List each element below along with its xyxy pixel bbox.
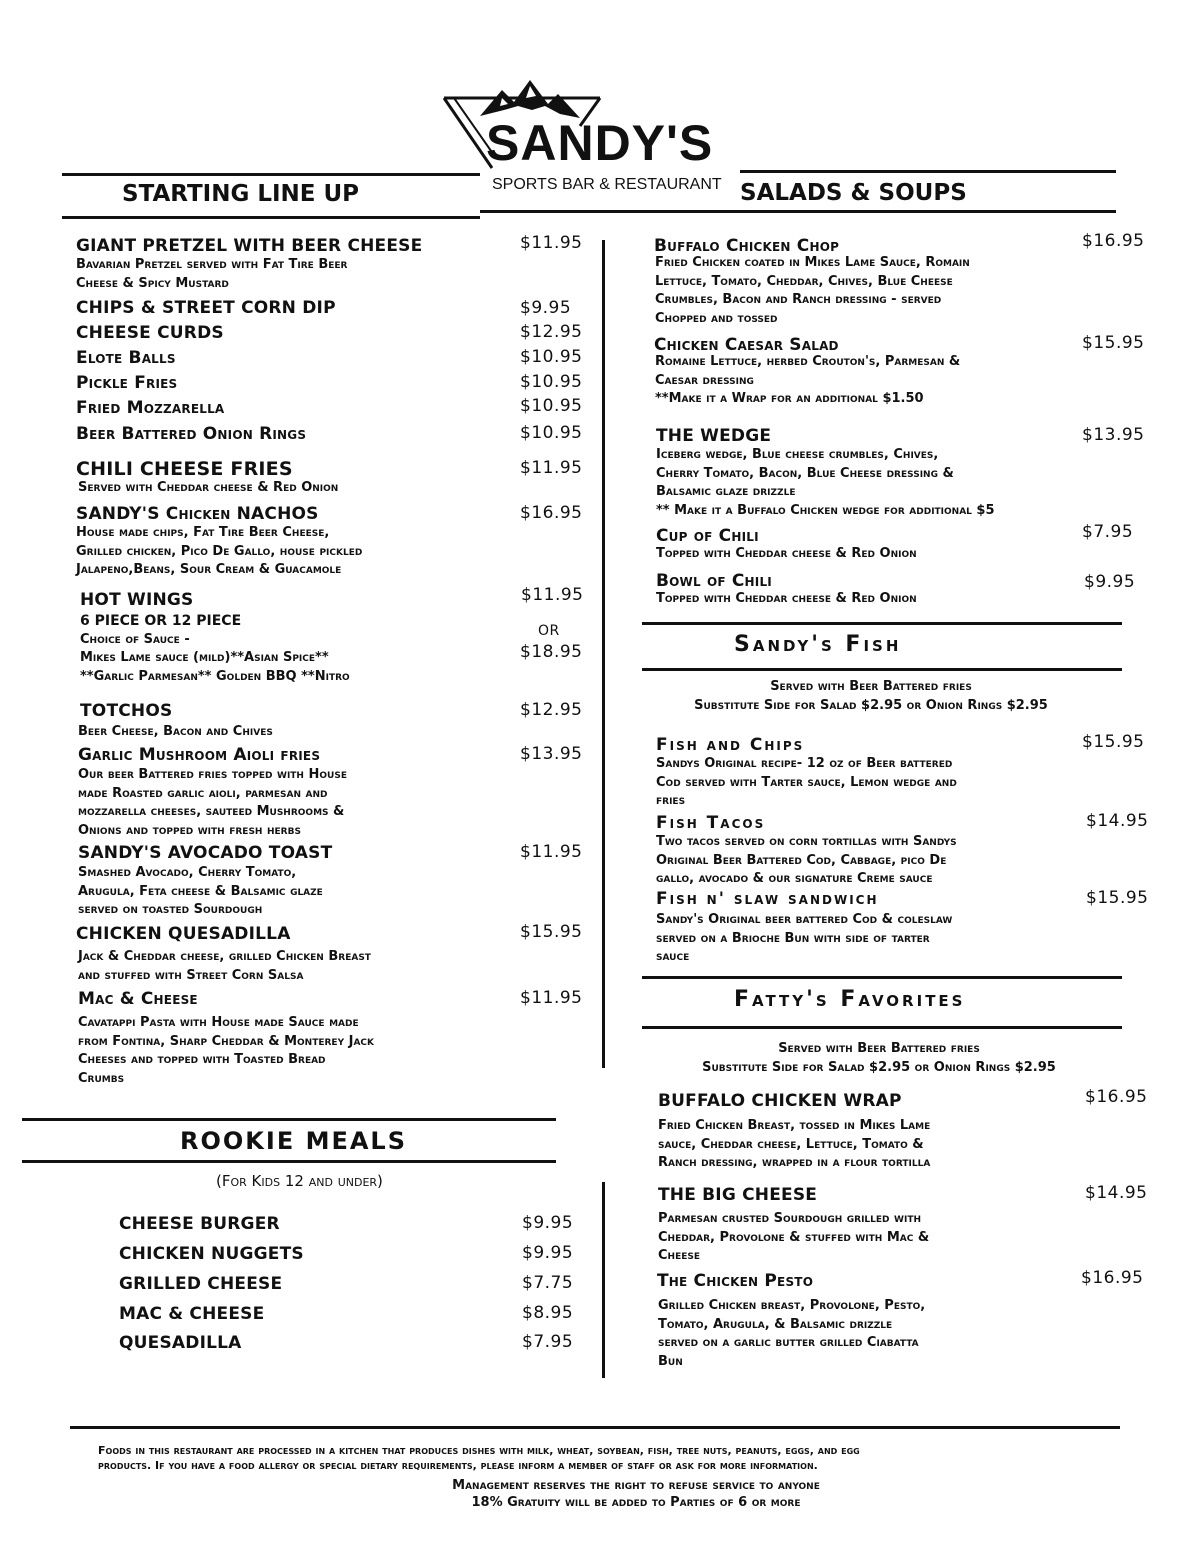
kids-item-name: CHEESE BURGER — [119, 1214, 280, 1234]
starting-title: STARTING LINE UP — [122, 181, 360, 207]
kids-item-name: QUESADILLA — [119, 1333, 242, 1353]
item-price: $10.95 — [520, 396, 583, 416]
item-desc: Iceberg wedge, Blue cheese crumbles, Chives, Cherry Tomato, Bacon, Blue Cheese dressing & Balsamic glaze drizzle ** Make it a Buffalo Chicken wedge for additional $5 — [656, 447, 995, 518]
item-price: $12.95 — [520, 700, 583, 720]
item-desc: Romaine Lettuce, herbed Crouton's, Parmesan & Caesar dressing **Make it a Wrap for an additional $1.50 — [655, 354, 961, 406]
item-desc: Fried Chicken coated in Mikes Lame Sauce, Romain Lettuce, Tomato, Cheddar, Chives, Blue Cheese Crumbles, Bacon and Ranch dressing - served Chopped and tossed — [655, 255, 970, 326]
fatty-rule-bottom — [642, 1026, 1122, 1029]
item-name: The Chicken Pesto — [657, 1271, 814, 1291]
item-price: $15.95 — [520, 922, 583, 942]
item-name: Fish and Chips — [656, 735, 805, 755]
item-price: $15.95 — [1082, 732, 1145, 752]
rookie-subtitle: (For Kids 12 and under) — [216, 1172, 383, 1190]
item-name: Garlic Mushroom Aioli fries — [78, 745, 321, 765]
item-desc: Parmesan crusted Sourdough grilled with Cheddar, Provolone & stuffed with Mac & Cheese — [658, 1211, 930, 1263]
item-price: $16.95 — [520, 503, 583, 523]
fish-rule-top — [642, 622, 1122, 625]
item-desc: House made chips, Fat Tire Beer Cheese, Grilled chicken, Pico De Gallo, house pickled Jalapeno,Beans, Sour Cream & Guacamole — [76, 525, 363, 577]
item-desc: Grilled Chicken breast, Provolone, Pesto, Tomato, Arugula, & Balsamic drizzle served on a garlic butter grilled Ciabatta Bun — [658, 1298, 926, 1369]
item-name: Bowl of Chili — [656, 571, 772, 591]
item-name: THE BIG CHEESE — [658, 1185, 818, 1205]
item-name: TOTCHOS — [80, 701, 173, 721]
item-price: $7.95 — [1082, 522, 1134, 542]
item-desc: Jack & Cheddar cheese, grilled Chicken Breast and stuffed with Street Corn Salsa — [78, 949, 371, 983]
item-desc: Smashed Avocado, Cherry Tomato, Arugula, Feta cheese & Balsamic glaze served on toasted Sourdough — [78, 865, 323, 917]
item-price: $16.95 — [1081, 1268, 1144, 1288]
fatty-title: Fatty's Favorites — [734, 987, 966, 1012]
allergy-notice: Foods in this restaurant are processed in a kitchen that produces dishes with milk, wheat, soybean, fish, tree nuts, peanuts, eggs, and egg products. If you have a food allergy or special dietary requirements, please inform a member of staff or ask for more information. — [98, 1444, 860, 1472]
footer-rule — [70, 1426, 1120, 1429]
item-name: Fish n' slaw sandwich — [656, 889, 879, 909]
kids-item-price: $7.95 — [522, 1332, 574, 1352]
item-price: $9.95 — [1084, 572, 1136, 592]
item-price: $11.95 — [521, 585, 584, 605]
top-left-rule-bottom — [62, 216, 480, 219]
item-name: HOT WINGS — [80, 590, 194, 610]
item-price: $11.95 — [520, 458, 583, 478]
item-price: $13.95 — [1082, 425, 1145, 445]
kids-item-name: CHICKEN NUGGETS — [119, 1244, 304, 1264]
item-name: CHICKEN QUESADILLA — [76, 924, 291, 944]
rookie-divider — [602, 1182, 605, 1378]
rookie-rule-top — [22, 1118, 556, 1121]
kids-item-name: MAC & CHEESE — [119, 1304, 265, 1324]
item-price: $10.95 — [520, 347, 583, 367]
item-price-or: OR — [538, 623, 560, 639]
item-desc: Sandys Original recipe- 12 oz of Beer battered Cod served with Tarter sauce, Lemon wedge and fries — [656, 756, 957, 808]
item-price: $15.95 — [1082, 333, 1145, 353]
item-price: $11.95 — [520, 233, 583, 253]
item-price: $10.95 — [520, 423, 583, 443]
item-price: $16.95 — [1085, 1087, 1148, 1107]
item-desc: Fried Chicken Breast, tossed in Mikes Lame sauce, Cheddar cheese, Lettuce, Tomato & Ranch dressing, wrapped in a flour tortilla — [658, 1118, 931, 1170]
kids-item-price: $9.95 — [522, 1243, 574, 1263]
fatty-rule-top — [642, 976, 1122, 979]
top-right-rule-bottom — [480, 210, 1116, 213]
item-price: $15.95 — [1086, 888, 1149, 908]
item-desc: Two tacos served on corn tortillas with Sandys Original Beer Battered Cod, Cabbage, pico De gallo, avocado & our signature Creme sauce — [656, 834, 957, 886]
item-desc: Sandy's Original beer battered Cod & coleslaw served on a Brioche Bun with side of tarter sauce — [656, 912, 953, 964]
kids-item-name: GRILLED CHEESE — [119, 1274, 283, 1294]
item-price: $11.95 — [520, 988, 583, 1008]
item-name: CHILI CHEESE FRIES — [76, 458, 293, 480]
item-name: Fried Mozzarella — [76, 398, 225, 418]
policy-notice: Management reserves the right to refuse service to anyone 18% Gratuity will be added to Parties of 6 or more — [452, 1478, 820, 1510]
salads-title: SALADS & SOUPS — [740, 180, 967, 206]
fish-note: Served with Beer Battered fries Substitute Side for Salad $2.95 or Onion Rings $2.95 — [694, 679, 1048, 713]
kids-item-price: $9.95 — [522, 1213, 574, 1233]
item-name: Chicken Caesar Salad — [654, 335, 839, 355]
kids-item-price: $8.95 — [522, 1303, 574, 1323]
item-price: $16.95 — [1082, 231, 1145, 251]
fish-title: Sandy's Fish — [734, 632, 902, 657]
item-name: Beer Battered Onion Rings — [76, 424, 307, 444]
kids-item-price: $7.75 — [522, 1273, 574, 1293]
top-right-rule — [740, 170, 1116, 173]
item-desc: Beer Cheese, Bacon and Chives — [78, 724, 273, 739]
item-price: $13.95 — [520, 744, 583, 764]
item-desc: Served with Cheddar cheese & Red Onion — [78, 480, 339, 495]
item-desc: Topped with Cheddar cheese & Red Onion — [656, 591, 917, 606]
item-price-alt: $18.95 — [520, 642, 583, 662]
item-price: $14.95 — [1085, 1183, 1148, 1203]
item-name: SANDY'S AVOCADO TOAST — [78, 843, 333, 863]
item-price: $11.95 — [520, 842, 583, 862]
item-name: Mac & Cheese — [78, 989, 198, 1009]
fish-rule-bottom — [642, 668, 1122, 671]
rookie-title: ROOKIE MEALS — [180, 1127, 407, 1155]
logo-tagline: SPORTS BAR & RESTAURANT — [492, 176, 722, 193]
item-desc: Topped with Cheddar cheese & Red Onion — [656, 546, 917, 561]
item-name: Buffalo Chicken Chop — [654, 236, 840, 256]
item-price: $10.95 — [520, 372, 583, 392]
item-desc: Bavarian Pretzel served with Fat Tire Beer Cheese & Spicy Mustard — [76, 257, 348, 291]
item-name: CHEESE CURDS — [76, 323, 224, 343]
item-desc: Our beer Battered fries topped with House made Roasted garlic aioli, parmesan and mozzarella cheeses, sauteed Mushrooms & Onions and topped with fresh herbs — [78, 767, 347, 838]
item-price: $9.95 — [520, 298, 572, 318]
item-desc: Cavatappi Pasta with House made Sauce made from Fontina, Sharp Cheddar & Monterey Jack Cheeses and topped with Toasted Bread Crumbs — [78, 1015, 374, 1086]
item-name: Fish Tacos — [656, 813, 766, 833]
item-price: $12.95 — [520, 322, 583, 342]
item-name: THE WEDGE — [656, 426, 772, 446]
column-divider — [602, 240, 605, 1068]
item-name: Cup of Chili — [656, 526, 759, 546]
item-price: $14.95 — [1086, 811, 1149, 831]
fatty-note: Served with Beer Battered fries Substitute Side for Salad $2.95 or Onion Rings $2.95 — [702, 1041, 1056, 1075]
item-name: BUFFALO CHICKEN WRAP — [658, 1091, 902, 1111]
restaurant-logo — [440, 76, 740, 196]
rookie-rule-bottom — [22, 1160, 556, 1163]
item-name: GIANT PRETZEL WITH BEER CHEESE — [76, 236, 423, 256]
item-name: Elote Balls — [76, 348, 176, 368]
item-desc: 6 PIECE OR 12 PIECE Choice of Sauce - Mikes Lame sauce (mild)**Asian Spice** **Garlic Parmesan** Golden BBQ **Nitro — [80, 613, 350, 684]
item-name: SANDY'S Chicken NACHOS — [76, 504, 319, 524]
item-name: CHIPS & STREET CORN DIP — [76, 298, 336, 318]
top-left-rule — [62, 173, 480, 176]
logo-name: SANDY'S — [486, 115, 714, 171]
item-name: Pickle Fries — [76, 373, 178, 393]
